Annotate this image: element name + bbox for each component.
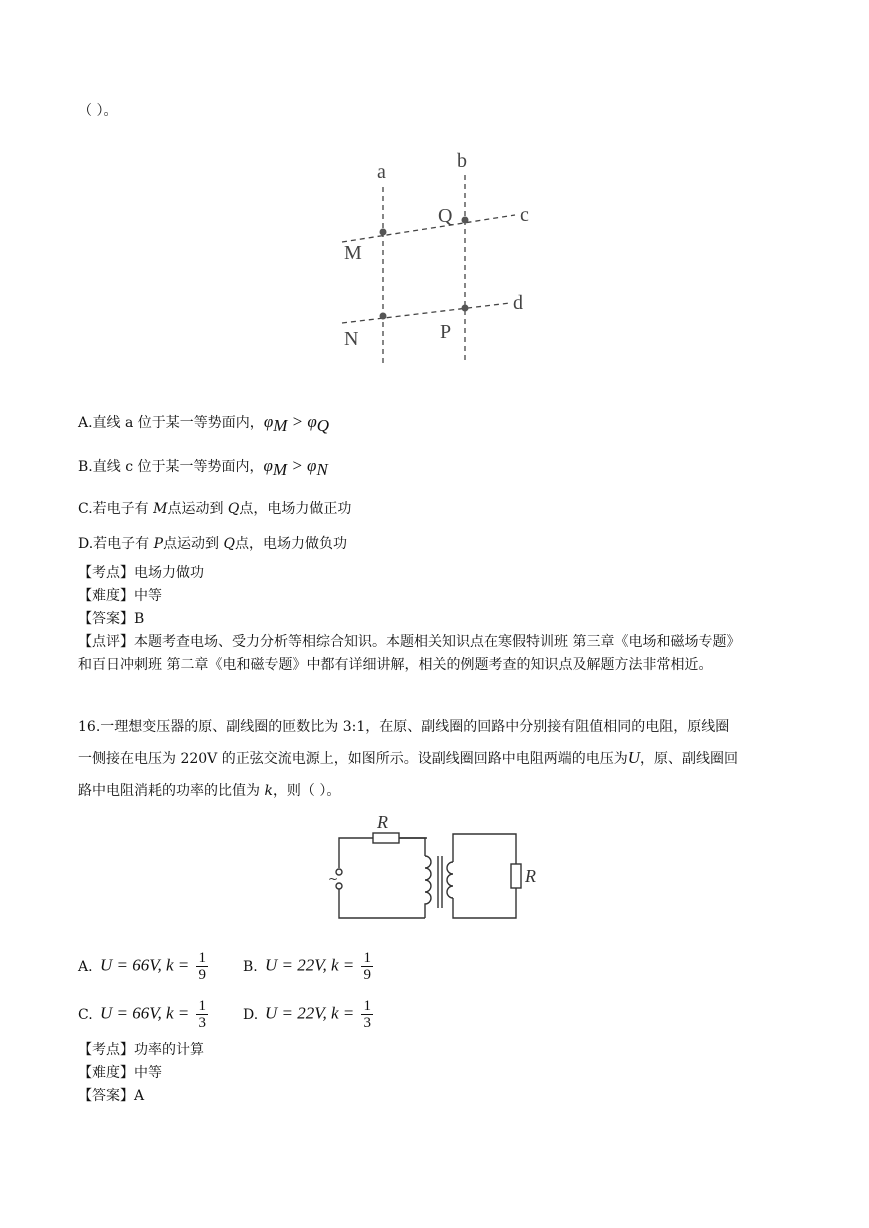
label-N: N <box>344 328 359 350</box>
resistor-top <box>373 833 399 843</box>
label-Q: Q <box>438 205 453 227</box>
q16-kaodian: 【考点】功率的计算 <box>78 1042 204 1058</box>
q15-dianping-2: 和百日冲刺班 第二章《电和磁专题》中都有详细讲解，相关的例题考查的知识点及解题方法非常相近。 <box>78 657 713 673</box>
transformer-circuit-figure <box>325 812 555 924</box>
q16-nandu: 【难度】中等 <box>78 1065 162 1081</box>
ac-source-symbol: ~ <box>328 872 339 886</box>
point-Q <box>462 217 469 224</box>
q15-option-c: C.若电子有 M点运动到 Q点，电场力做正功 <box>78 501 352 517</box>
q16-option-a: A. U = 66V, k = $\frac{1}{9}$ <box>78 950 206 983</box>
label-a: a <box>377 161 386 183</box>
q15-option-a: A.直线 a 位于某一等势面内，$\varphi_M > \varphi_Q$ <box>78 412 330 435</box>
q15-dianping-1: 【点评】本题考查电场、受力分析等相综合知识。本题相关知识点在寒假特训班 第三章《电场和磁场专题》 <box>78 634 741 650</box>
label-R-top: R <box>377 812 388 832</box>
point-N <box>380 313 387 320</box>
point-M <box>380 229 387 236</box>
label-M: M <box>344 242 362 264</box>
resistor-right <box>511 864 521 888</box>
q16-daan: 【答案】A <box>78 1088 145 1104</box>
q16-option-b: B. U = 22V, k = $\frac{1}{9}$ <box>243 950 371 983</box>
q15-option-d: D.若电子有 P点运动到 Q点，电场力做负功 <box>78 536 347 552</box>
q15-option-b: B.直线 c 位于某一等势面内，$\varphi_M > \varphi_N$ <box>78 456 328 479</box>
q15-daan: 【答案】B <box>78 611 145 627</box>
line-d <box>342 303 510 323</box>
q16-option-c: C. U = 66V, k = $\frac{1}{3}$ <box>78 998 206 1031</box>
q16-option-d: D. U = 22V, k = $\frac{1}{3}$ <box>243 998 371 1031</box>
primary-coil <box>425 856 431 908</box>
q16-stem-line-1: 16.一理想变压器的原、副线圈的匝数比为 3:1，在原、副线圈的回路中分别接有阻值相同的电阻，原线圈 <box>78 719 730 735</box>
label-P: P <box>440 321 452 343</box>
label-c: c <box>520 204 529 226</box>
label-b: b <box>457 150 467 172</box>
q16-stem-line-3: 路中电阻消耗的功率的比值为 k，则（ ）。 <box>78 783 341 799</box>
secondary-coil <box>447 862 453 898</box>
q16-stem-line-2: 一侧接在电压为 220V 的正弦交流电源上，如图所示。设副线圈回路中电阻两端的电压为U，原、副线圈回 <box>78 748 739 767</box>
equipotential-figure <box>330 145 550 370</box>
label-d: d <box>513 292 523 314</box>
q15-stem-tail: （ ）。 <box>78 103 118 119</box>
line-c <box>342 215 515 242</box>
q15-kaodian: 【考点】电场力做功 <box>78 565 204 581</box>
point-P <box>462 305 469 312</box>
label-R-right: R <box>525 866 536 886</box>
q15-nandu: 【难度】中等 <box>78 588 162 604</box>
